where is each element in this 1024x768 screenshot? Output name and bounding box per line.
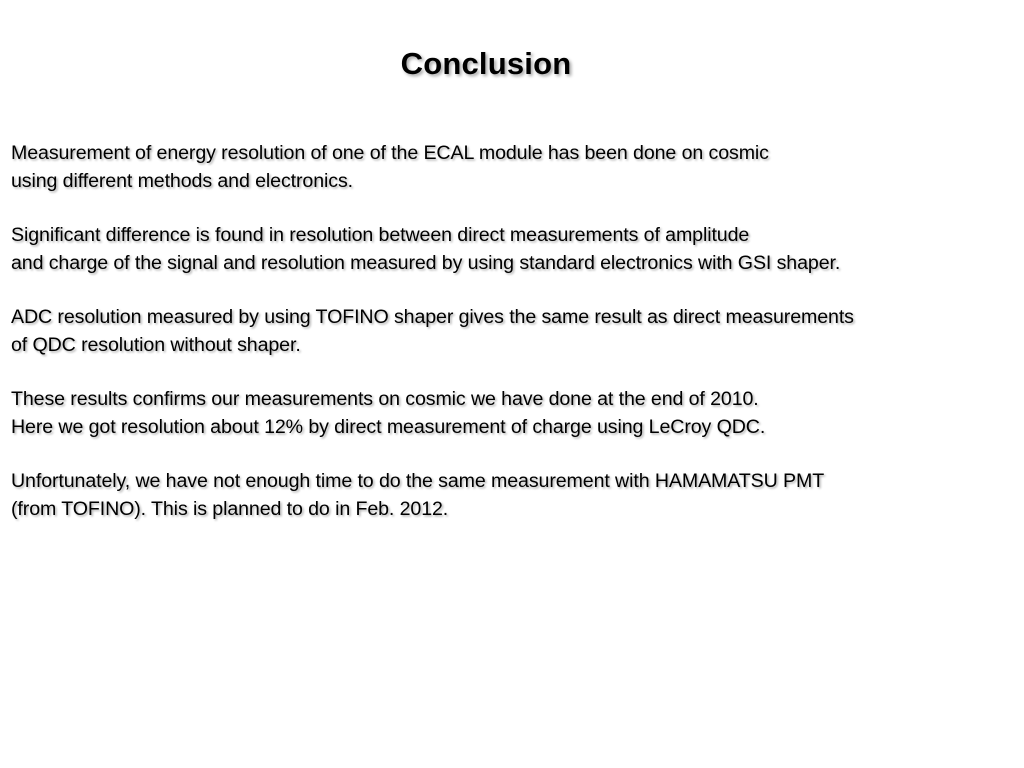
paragraph-line: Measurement of energy resolution of one of the ECAL module has been done on cosmic: [11, 142, 769, 164]
paragraph-line: ADC resolution measured by using TOFINO shaper gives the same result as direct measurements: [11, 306, 854, 328]
paragraph-line: These results confirms our measurements on cosmic we have done at the end of 2010.: [11, 388, 759, 410]
slide-title: Conclusion: [400, 46, 572, 81]
paragraph-methods: [11, 140, 1016, 195]
paragraph-line: using different methods and electronics.: [11, 169, 354, 192]
paragraph-line: Unfortunately, we have not enough time to do the same measurement with HAMAMATSU PMT: [11, 470, 825, 492]
paragraph-line: Here we got resolution about 12% by direct measurement of charge using LeCroy QDC.: [11, 415, 766, 438]
paragraph-line: (from TOFINO). This is planned to do in Feb. 2012.: [11, 497, 449, 520]
paragraph-line: and charge of the signal and resolution measured by using standard electronics with GSI shaper.: [11, 251, 841, 274]
slide-body: [11, 140, 1016, 550]
paragraph-adc-resolution: [11, 304, 1016, 359]
paragraph-line: Significant difference is found in resolution between direct measurements of amplitude: [11, 224, 750, 246]
paragraph-future-plans: [11, 468, 1016, 523]
paragraph-cosmic-results: [11, 386, 1016, 441]
paragraph-difference: [11, 222, 1016, 277]
paragraph-line: of QDC resolution without shaper.: [11, 333, 301, 356]
